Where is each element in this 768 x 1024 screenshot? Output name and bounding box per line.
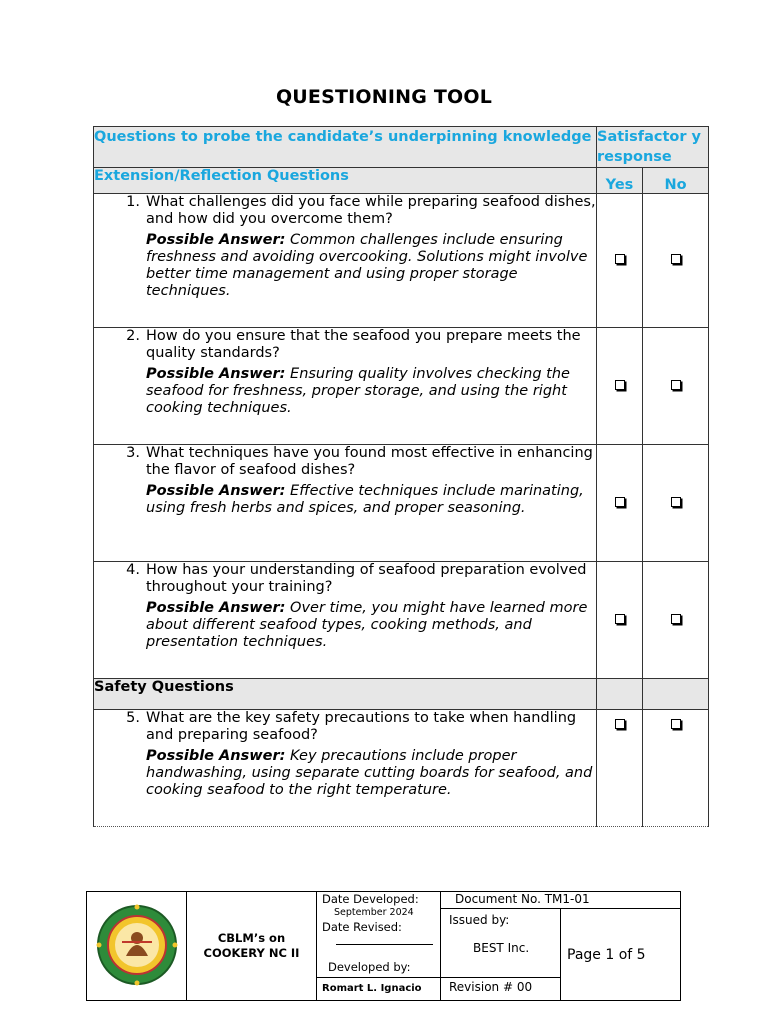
document-footer [86, 891, 681, 1001]
no-cell [643, 328, 709, 445]
question-cell [94, 194, 597, 328]
no-cell [643, 445, 709, 562]
question-text: How has your understanding of seafood preparation evolved throughout your training? [146, 562, 587, 595]
issued-by-value: BEST Inc. [473, 941, 530, 955]
answer-label: Possible Answer: [146, 232, 286, 248]
yes-cell [597, 194, 643, 328]
question-number: 2. [126, 328, 140, 344]
developer-cell [317, 960, 441, 1001]
no-cell [643, 194, 709, 328]
possible-answer [146, 366, 596, 417]
no-checkbox[interactable] [671, 254, 681, 264]
cblm-cell [187, 892, 317, 1001]
yes-checkbox[interactable] [615, 719, 625, 729]
no-checkbox[interactable] [671, 719, 681, 729]
satisfactory-header: Satisfactor y response [597, 127, 709, 168]
date-revised-line [336, 943, 433, 945]
yes-cell [597, 328, 643, 445]
answer-text: Effective techniques include marinating, using fresh herbs and spices, and proper seasoning. [146, 483, 584, 516]
question-cell [94, 562, 597, 679]
answer-label: Possible Answer: [146, 366, 286, 382]
answer-text: Ensuring quality involves checking the seafood for freshness, proper storage, and using the right cooking techniques. [146, 366, 570, 416]
question-text: What techniques have you found most effective in enhancing the flavor of seafood dishes? [146, 445, 593, 478]
answer-text: Common challenges include ensuring freshness and avoiding overcooking. Solutions might involve better time management and using proper storage techniques. [146, 232, 588, 299]
question-text: How do you ensure that the seafood you prepare meets the quality standards? [146, 328, 581, 361]
yes-checkbox[interactable] [615, 380, 625, 390]
safety-header-no-cell [643, 679, 709, 710]
answer-text: Over time, you might have learned more about different seafood types, cooking methods, and presentation techniques. [146, 600, 588, 650]
question-cell [94, 328, 597, 445]
possible-answer [146, 748, 596, 799]
safety-section-header: Safety Questions [94, 679, 597, 710]
question-text: What challenges did you face while preparing seafood dishes, and how did you overcome them? [146, 194, 596, 227]
yes-cell [597, 562, 643, 679]
table-row [94, 562, 709, 679]
question-cell [94, 445, 597, 562]
table-row [94, 328, 709, 445]
date-developed-value: September 2024 [334, 907, 414, 918]
question-cell [94, 710, 597, 827]
table-row [94, 445, 709, 562]
possible-answer [146, 232, 596, 300]
no-header: No [643, 168, 709, 194]
issued-by-cell [441, 909, 561, 978]
page-number: Page 1 of 5 [561, 909, 681, 1001]
no-cell [643, 562, 709, 679]
questioning-table [93, 126, 709, 827]
school-seal-logo [96, 904, 178, 986]
no-checkbox[interactable] [671, 380, 681, 390]
issued-by-label: Issued by: [449, 913, 510, 927]
no-cell [643, 710, 709, 827]
yes-cell [597, 710, 643, 827]
question-text: What are the key safety precautions to take when handling and preparing seafood? [146, 710, 577, 743]
date-revised-label: Date Revised: [322, 920, 402, 934]
answer-label: Possible Answer: [146, 748, 286, 764]
extension-section-header: Extension/Reflection Questions [94, 168, 597, 194]
possible-answer [146, 483, 596, 517]
question-number: 4. [126, 562, 140, 578]
document-number: Document No. TM1-01 [441, 892, 681, 909]
cblm-title-line2: COOKERY NC II [203, 946, 300, 960]
page-title: QUESTIONING TOOL [275, 86, 493, 108]
cblm-title-line1: CBLM’s on [217, 931, 286, 945]
questions-header: Questions to probe the candidate’s underpinning knowledge [94, 127, 597, 168]
question-number: 3. [126, 445, 140, 461]
answer-label: Possible Answer: [146, 483, 286, 499]
table-row [94, 710, 709, 827]
answer-label: Possible Answer: [146, 600, 286, 616]
yes-checkbox[interactable] [615, 497, 625, 507]
question-number: 5. [126, 710, 140, 726]
developed-by-value: Romart L. Ignacio [322, 983, 422, 994]
developed-by-label: Developed by: [328, 960, 411, 974]
safety-header-yes-cell [597, 679, 643, 710]
no-checkbox[interactable] [671, 497, 681, 507]
revision-number: Revision # 00 [441, 978, 561, 1001]
yes-cell [597, 445, 643, 562]
answer-text: Key precautions include proper handwashing, using separate cutting boards for seafood, and cooking seafood to the right temperature. [146, 748, 593, 798]
yes-checkbox[interactable] [615, 614, 625, 624]
yes-header: Yes [597, 168, 643, 194]
possible-answer [146, 600, 596, 651]
question-number: 1. [126, 194, 140, 210]
yes-checkbox[interactable] [615, 254, 625, 264]
no-checkbox[interactable] [671, 614, 681, 624]
logo-cell [87, 892, 187, 1001]
date-developed-label: Date Developed: [322, 892, 419, 906]
table-row [94, 194, 709, 328]
